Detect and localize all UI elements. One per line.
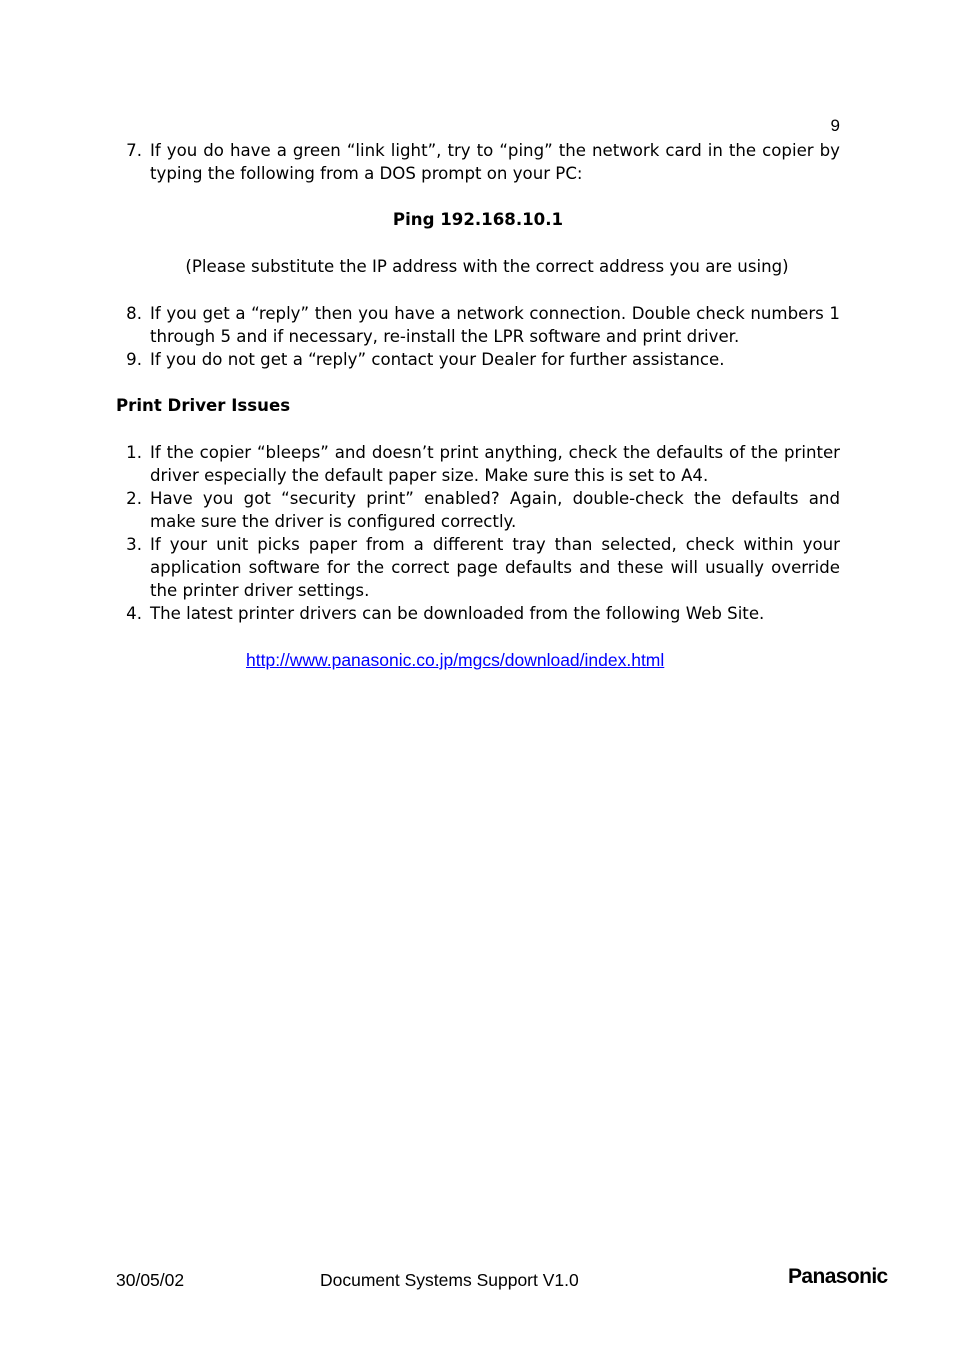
section-heading: Print Driver Issues — [116, 396, 291, 415]
list-item-number: 3. — [126, 535, 142, 554]
panasonic-logo: Panasonic — [788, 1265, 888, 1288]
list-item-text: The latest printer drivers can be downloaded from the following Web Site. — [150, 604, 765, 623]
footer-date: 30/05/02 — [116, 1270, 185, 1290]
print-driver-issues-list — [116, 441, 840, 625]
ping-command: Ping 192.168.10.1 — [392, 210, 564, 229]
network-troubleshooting-list-continued — [116, 302, 840, 371]
list-item-number: 4. — [126, 604, 142, 623]
list-item-text: If you do have a green “link light”, try to “ping” the network card in the copier by typing the following from a DOS prompt on your PC: — [150, 141, 840, 183]
list-item-number: 1. — [126, 443, 142, 462]
list-item-number: 8. — [126, 304, 142, 323]
list-item — [116, 533, 840, 602]
list-item-number: 9. — [126, 350, 142, 369]
list-item-number: 7. — [126, 141, 142, 160]
footer-document-title: Document Systems Support V1.0 — [320, 1270, 579, 1290]
list-item-number: 2. — [126, 489, 142, 508]
list-item — [116, 139, 840, 185]
list-item — [116, 487, 840, 533]
page-number: 9 — [830, 116, 840, 135]
list-item — [116, 348, 840, 371]
ip-address-note: (Please substitute the IP address with the correct address you are using) — [185, 257, 789, 276]
list-item-text: Have you got “security print” enabled? Again, double-check the defaults and make sure the driver is configured correctly. — [150, 489, 840, 531]
list-item-text: If your unit picks paper from a different tray than selected, check within your application software for the correct page defaults and these will usually override the printer driver settings. — [150, 535, 840, 600]
driver-download-link[interactable]: http://www.panasonic.co.jp/mgcs/download/index.html — [246, 650, 665, 670]
list-item-text: If the copier “bleeps” and doesn’t print anything, check the defaults of the printer driver especially the default paper size. Make sure this is set to A4. — [150, 443, 840, 485]
list-item — [116, 441, 840, 487]
list-item-text: If you do not get a “reply” contact your Dealer for further assistance. — [150, 350, 725, 369]
list-item — [116, 602, 840, 625]
list-item — [116, 302, 840, 348]
list-item-text: If you get a “reply” then you have a network connection. Double check numbers 1 through 5 and if necessary, re-install the LPR software and print driver. — [150, 304, 840, 346]
network-troubleshooting-list — [116, 139, 840, 185]
